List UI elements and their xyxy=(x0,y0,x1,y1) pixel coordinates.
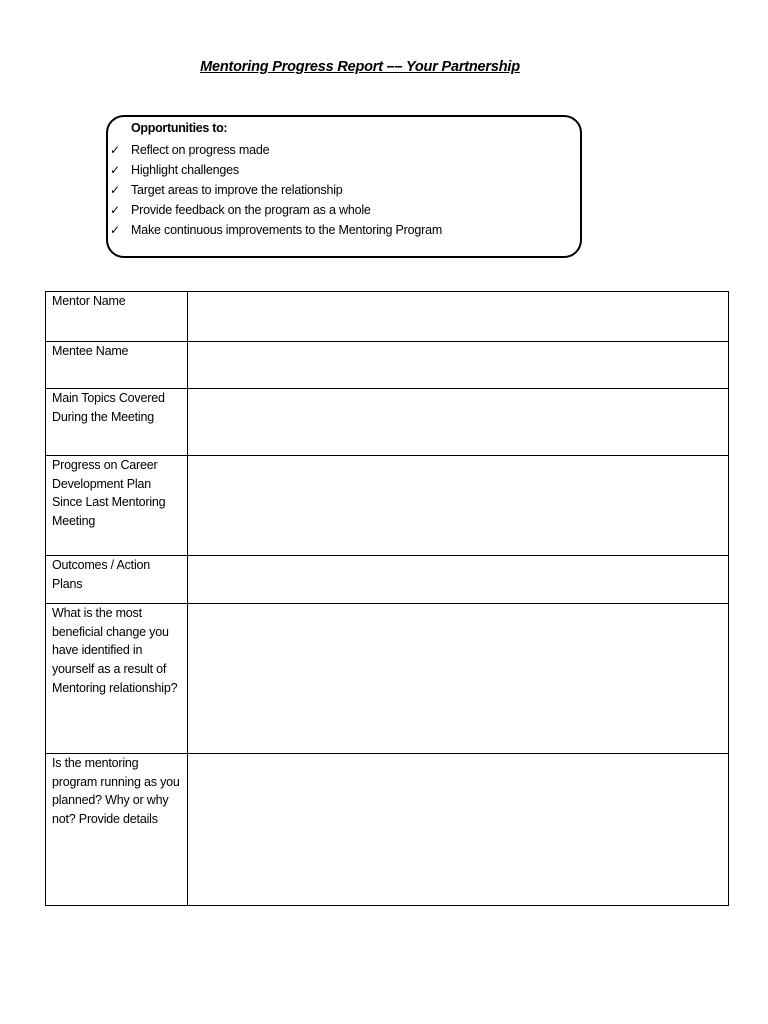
list-item xyxy=(110,200,442,220)
main-topics-field[interactable] xyxy=(188,389,729,456)
program-running-label: Is the mentoring program running as you planned? Why or why not? Provide details xyxy=(52,756,180,827)
row-label xyxy=(46,342,188,389)
table-row xyxy=(46,604,729,754)
checkmark-icon: ✓ xyxy=(110,183,120,197)
checkmark-icon: ✓ xyxy=(110,203,120,217)
list-item xyxy=(110,180,442,200)
row-label xyxy=(46,754,188,906)
table-row xyxy=(46,342,729,389)
list-item-text: Reflect on progress made xyxy=(131,143,270,157)
outcomes-field[interactable] xyxy=(188,556,729,604)
list-item-text: Target areas to improve the relationship xyxy=(131,183,343,197)
row-label xyxy=(46,456,188,556)
table-row xyxy=(46,389,729,456)
career-progress-label: Progress on Career Development Plan Since Last Mentoring Meeting xyxy=(52,458,166,529)
list-item xyxy=(110,160,442,180)
row-label xyxy=(46,556,188,604)
career-progress-field[interactable] xyxy=(188,456,729,556)
mentor-name-label: Mentor Name xyxy=(52,294,126,308)
checkmark-icon: ✓ xyxy=(110,223,120,237)
table-row xyxy=(46,556,729,604)
table-row xyxy=(46,292,729,342)
list-item xyxy=(110,220,442,240)
beneficial-change-field[interactable] xyxy=(188,604,729,754)
opportunities-heading: Opportunities to: xyxy=(131,121,228,135)
program-running-field[interactable] xyxy=(188,754,729,906)
checkmark-icon: ✓ xyxy=(110,143,120,157)
mentee-name-field[interactable] xyxy=(188,342,729,389)
checkmark-icon: ✓ xyxy=(110,163,120,177)
progress-form-table xyxy=(45,291,729,906)
row-label xyxy=(46,604,188,754)
beneficial-change-label: What is the most beneficial change you have identified in yourself as a result of Mentoring relationship? xyxy=(52,606,178,695)
list-item-text: Highlight challenges xyxy=(131,163,239,177)
mentor-name-field[interactable] xyxy=(188,292,729,342)
main-topics-label: Main Topics Covered During the Meeting xyxy=(52,391,165,424)
list-item xyxy=(110,140,442,160)
mentee-name-label: Mentee Name xyxy=(52,344,129,358)
row-label xyxy=(46,389,188,456)
row-label xyxy=(46,292,188,342)
table-row xyxy=(46,754,729,906)
list-item-text: Provide feedback on the program as a whole xyxy=(131,203,371,217)
table-row xyxy=(46,456,729,556)
opportunities-list xyxy=(110,140,442,240)
page-title: Mentoring Progress Report –– Your Partnership xyxy=(200,59,520,75)
list-item-text: Make continuous improvements to the Mentoring Program xyxy=(131,223,443,237)
outcomes-label: Outcomes / Action Plans xyxy=(52,558,151,591)
